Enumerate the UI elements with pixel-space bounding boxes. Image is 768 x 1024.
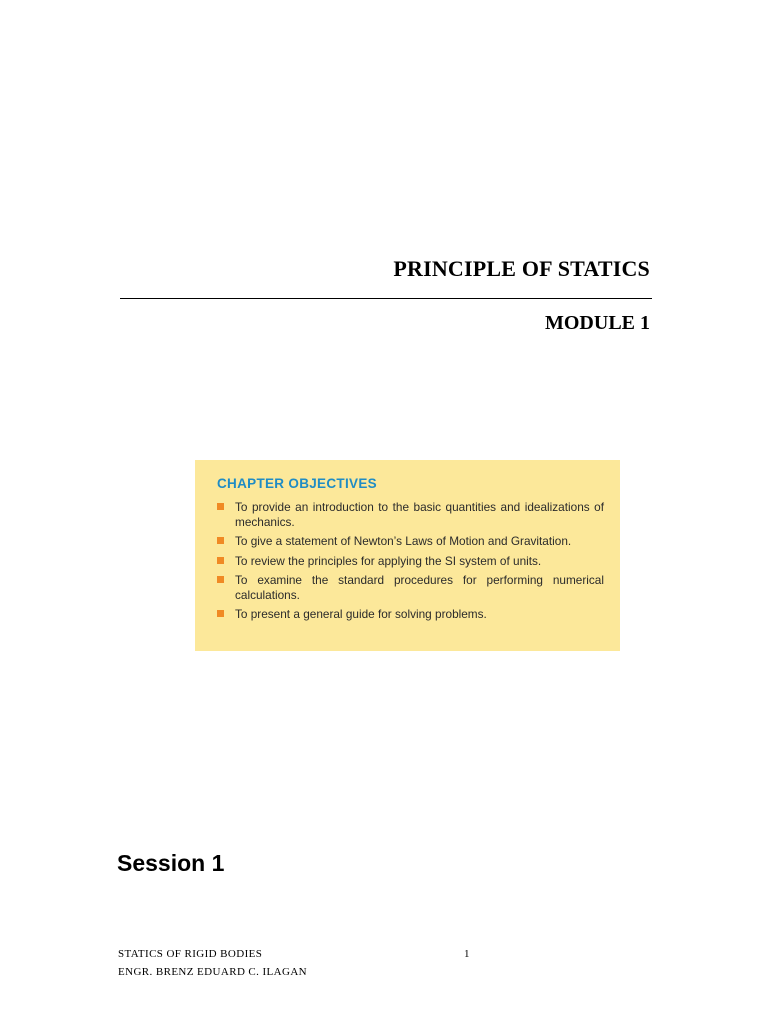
objective-text: To review the principles for applying the SI system of units.: [235, 553, 542, 568]
objective-item: [217, 534, 604, 549]
square-bullet-icon: [217, 576, 224, 583]
objectives-list: [217, 500, 604, 622]
objective-item: [217, 554, 604, 569]
square-bullet-icon: [217, 557, 224, 564]
title-divider: [120, 298, 652, 299]
objective-text: To give a statement of Newton’s Laws of Motion and Gravitation.: [235, 534, 572, 548]
footer-course: STATICS OF RIGID BODIES: [118, 948, 263, 960]
objective-text: To present a general guide for solving problems.: [235, 607, 487, 621]
square-bullet-icon: [217, 610, 224, 617]
page-number: 1: [464, 948, 470, 960]
objective-text: To examine the standard procedures for performing numerical calculations.: [235, 573, 604, 602]
square-bullet-icon: [217, 503, 224, 510]
chapter-objectives-box: [195, 460, 620, 651]
footer-author: ENGR. BRENZ EDUARD C. ILAGAN: [118, 966, 308, 978]
objective-text: To provide an introduction to the basic quantities and idealizations of mechanics.: [235, 500, 604, 529]
objective-item: [217, 500, 604, 529]
document-title: PRINCIPLE OF STATICS: [393, 256, 650, 281]
module-label: MODULE 1: [545, 312, 650, 334]
objective-item: [217, 573, 604, 602]
square-bullet-icon: [217, 537, 224, 544]
chapter-objectives-heading: CHAPTER OBJECTIVES: [217, 476, 377, 491]
objective-item: [217, 607, 604, 622]
session-heading: Session 1: [117, 850, 225, 876]
